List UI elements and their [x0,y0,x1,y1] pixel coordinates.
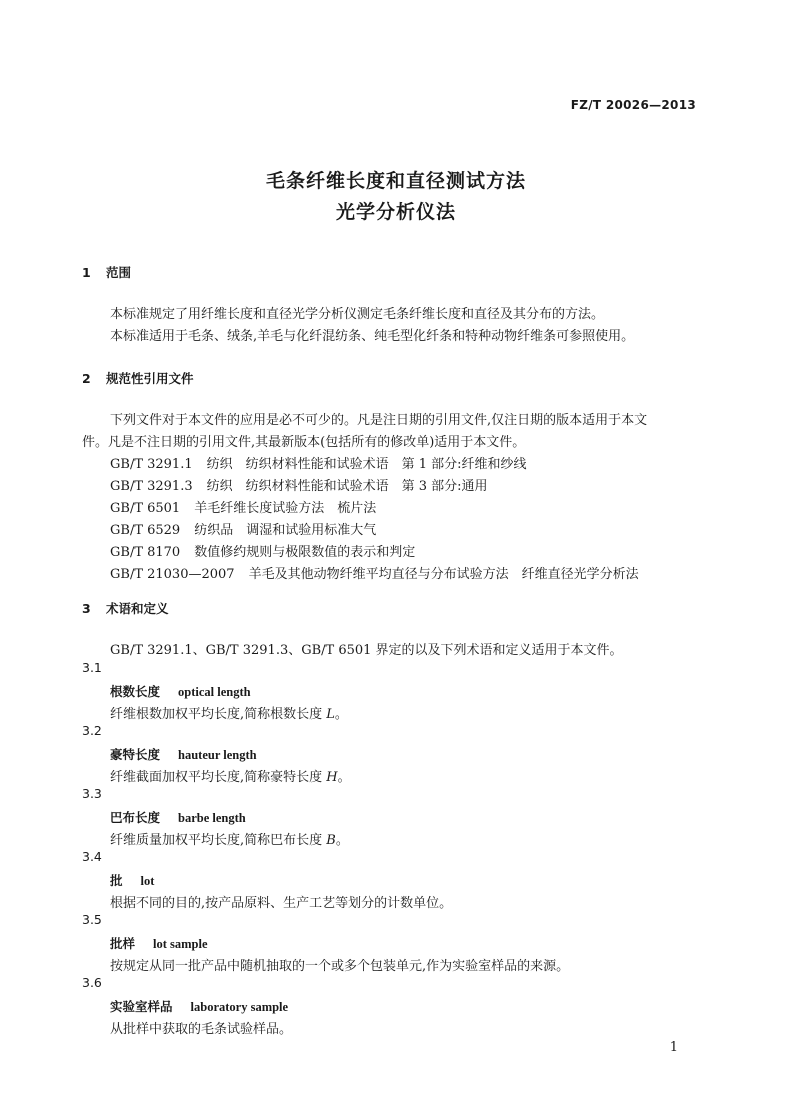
clause-number: 3.2 [82,723,102,738]
term-heading [110,808,246,826]
term-zh: 豪特长度 [110,747,161,762]
term-heading [110,934,208,952]
term-symbol: H [326,770,338,785]
reference-title: 纺织 纺织材料性能和试验术语 第 1 部分:纤维和纱线 [206,457,527,472]
reference-code: GB/T 6501 [110,501,181,516]
term-symbol: L [326,707,335,722]
reference-title: 纺织品 调湿和试验用标准大气 [194,523,377,538]
term-definition: 纤维截面加权平均长度,简称豪特长度 H。 [110,770,351,785]
reference-title: 羊毛及其他动物纤维平均直径与分布试验方法 纤维直径光学分析法 [248,567,639,582]
section-number: 1 [82,265,91,280]
reference-item [110,563,639,582]
clause-number: 3.1 [82,660,102,675]
term-definition: 纤维根数加权平均长度,简称根数长度 L。 [110,707,348,722]
section-title: 规范性引用文件 [106,371,194,386]
reference-item [110,541,415,560]
section-1-heading [82,263,131,281]
paragraph: 下列文件对于本文件的应用是必不可少的。凡是注日期的引用文件,仅注日期的版本适用于本文 [110,413,648,428]
document-title-line1: 毛条纤维长度和直径测试方法 [265,170,526,192]
page-number: 1 [669,1040,678,1055]
paragraph: GB/T 3291.1、GB/T 3291.3、GB/T 6501 界定的以及下列术语和定义适用于本文件。 [110,643,623,658]
term-en: optical length [178,685,251,699]
term-definition: 按规定从同一批产品中随机抽取的一个或多个包装单元,作为实验室样品的来源。 [110,959,570,974]
clause-number: 3.4 [82,849,102,864]
term-definition: 从批样中获取的毛条试验样品。 [110,1022,293,1037]
term-definition: 纤维质量加权平均长度,简称巴布长度 B。 [110,833,349,848]
reference-code: GB/T 3291.3 [110,479,193,494]
reference-item [110,453,527,472]
term-heading [110,997,288,1015]
paragraph: 件。凡是不注日期的引用文件,其最新版本(包括所有的修改单)适用于本文件。 [82,435,526,450]
paragraph: 本标准适用于毛条、绒条,羊毛与化纤混纺条、纯毛型化纤条和特种动物纤维条可参照使用。 [110,329,635,344]
term-en: hauteur length [178,748,257,762]
clause-number: 3.6 [82,975,102,990]
reference-code: GB/T 8170 [110,545,181,560]
section-title: 范围 [106,265,132,280]
reference-code: GB/T 6529 [110,523,181,538]
reference-title: 纺织 纺织材料性能和试验术语 第 3 部分:通用 [206,479,488,494]
term-heading [110,745,257,763]
term-en: lot [140,874,155,888]
term-zh: 巴布长度 [110,810,161,825]
reference-title: 数值修约规则与极限数值的表示和判定 [194,545,416,560]
reference-code: GB/T 21030—2007 [110,567,235,582]
term-en: barbe length [178,811,246,825]
reference-code: GB/T 3291.1 [110,457,193,472]
section-title: 术语和定义 [106,601,169,616]
term-zh: 根数长度 [110,684,161,699]
term-zh: 批样 [110,936,136,951]
section-3-heading [82,599,169,617]
term-symbol: B [326,833,336,848]
term-definition: 根据不同的目的,按产品原料、生产工艺等划分的计数单位。 [110,896,453,911]
term-en: laboratory sample [190,1000,289,1014]
term-heading [110,682,251,700]
term-en: lot sample [153,937,208,951]
term-heading [110,871,154,889]
term-zh: 批 [110,873,123,888]
document-title-line2: 光学分析仪法 [335,201,456,223]
standard-number: FZ/T 20026—2013 [570,98,696,112]
reference-title: 羊毛纤维长度试验方法 梳片法 [194,501,377,516]
clause-number: 3.3 [82,786,102,801]
term-zh: 实验室样品 [110,999,173,1014]
reference-item [110,475,488,494]
reference-item [110,519,376,538]
paragraph: 本标准规定了用纤维长度和直径光学分析仪测定毛条纤维长度和直径及其分布的方法。 [110,307,605,322]
section-2-heading [82,369,194,387]
reference-item [110,497,376,516]
clause-number: 3.5 [82,912,102,927]
section-number: 2 [82,371,91,386]
section-number: 3 [82,601,91,616]
